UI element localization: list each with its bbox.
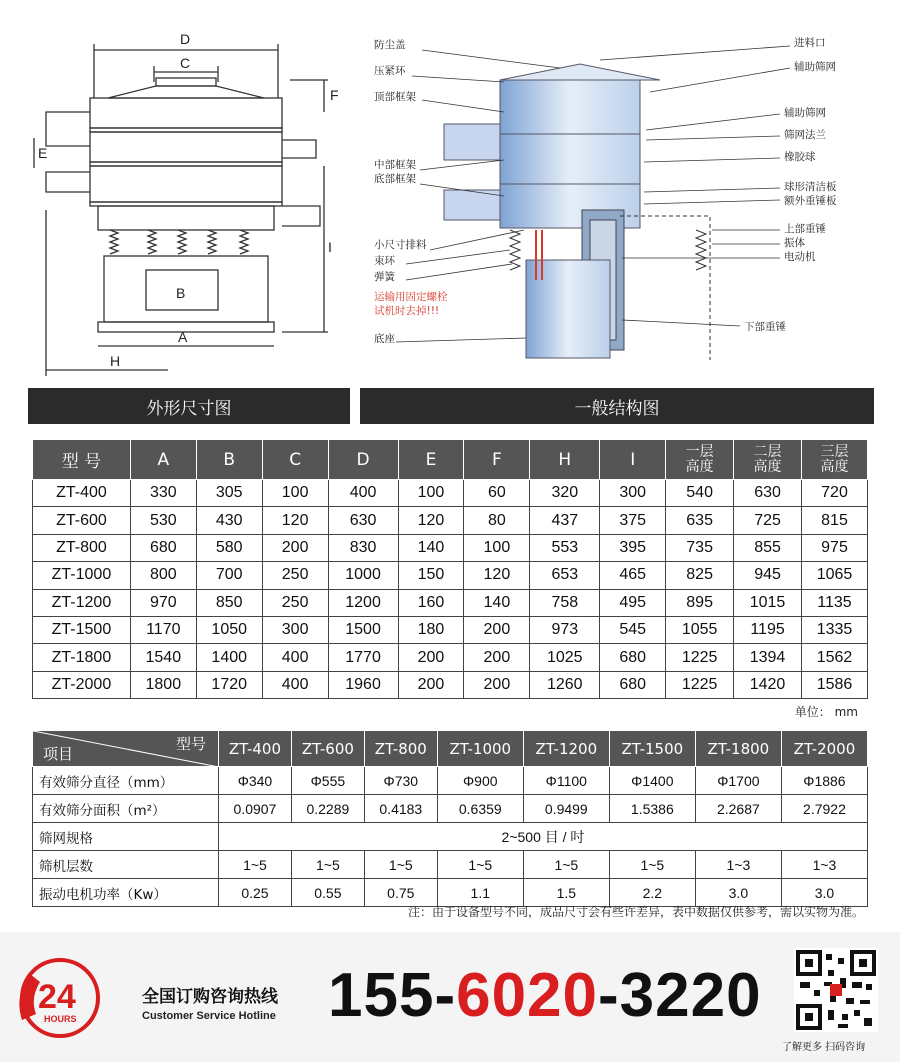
- dimension-cell: 973: [530, 616, 600, 643]
- spec-cell: Φ1886: [781, 767, 867, 795]
- dimension-cell: 720: [802, 480, 868, 507]
- dimension-cell: 400: [328, 480, 398, 507]
- dimension-header-cell: [734, 440, 802, 480]
- dimension-cell: 1400: [196, 644, 262, 671]
- header-line: 二层: [753, 443, 782, 460]
- warning-line-2: 试机时去掉!!!: [374, 305, 440, 317]
- spec-cell: 1.5: [523, 879, 609, 907]
- dimension-cell: 1000: [328, 562, 398, 589]
- dimension-header-cell: I: [600, 440, 666, 480]
- corner-model-label: 型号: [175, 735, 206, 753]
- dimension-table-body: [33, 480, 868, 699]
- dimension-cell: 1586: [802, 671, 868, 698]
- dimension-cell: 100: [262, 480, 328, 507]
- dimension-cell: 758: [530, 589, 600, 616]
- dimension-cell: 630: [734, 480, 802, 507]
- dimension-cell: 653: [530, 562, 600, 589]
- dimension-cell: 300: [600, 480, 666, 507]
- spec-cell: 0.4183: [364, 795, 437, 823]
- dimension-row: [33, 671, 868, 698]
- spec-cell: 2.2: [609, 879, 695, 907]
- spec-cell: 0.0907: [219, 795, 292, 823]
- svg-text:B: B: [176, 285, 186, 301]
- structure-drawing: [360, 20, 874, 380]
- dimension-cell: 1960: [328, 671, 398, 698]
- dimension-cell: 1015: [734, 589, 802, 616]
- unit-note: 单位： mm: [794, 705, 858, 719]
- dimension-row: [33, 480, 868, 507]
- dimension-cell: 735: [666, 534, 734, 561]
- svg-text:E: E: [38, 145, 48, 161]
- spec-corner-header: [33, 731, 219, 767]
- spec-model-header: ZT-800: [364, 731, 437, 767]
- spec-cell: 1.1: [437, 879, 523, 907]
- dimension-header-cell: F: [464, 440, 530, 480]
- dimension-cell: 1420: [734, 671, 802, 698]
- dimension-cell: 120: [262, 507, 328, 534]
- dimension-cell: 1065: [802, 562, 868, 589]
- spec-row: [33, 767, 868, 795]
- dimension-header-row: [33, 440, 868, 480]
- phone-part-3: -3220: [598, 961, 762, 1030]
- spec-cell: 0.6359: [437, 795, 523, 823]
- dimension-cell: ZT-1500: [33, 616, 131, 643]
- label-aux-screen-1: 辅助筛网: [794, 61, 836, 73]
- structure-drawing-caption: 一般结构图: [360, 388, 874, 424]
- dimension-table: [32, 439, 868, 699]
- spec-cell: 0.75: [364, 879, 437, 907]
- outline-dimension-drawing: [28, 20, 350, 380]
- hotline-subtitle: Customer Service Hotline: [142, 1010, 276, 1022]
- label-middle-frame: 中部框架: [374, 159, 416, 171]
- label-vibrating-body: 振体: [784, 237, 805, 249]
- dimension-cell: ZT-600: [33, 507, 131, 534]
- spec-model-header: ZT-2000: [781, 731, 867, 767]
- dimension-cell: 250: [262, 562, 328, 589]
- dimension-cell: 160: [398, 589, 464, 616]
- dimension-header-cell: [666, 440, 734, 480]
- spec-cell: 1~5: [364, 851, 437, 879]
- dimension-cell: 495: [600, 589, 666, 616]
- phone-number[interactable]: [328, 960, 762, 1031]
- spec-row: [33, 851, 868, 879]
- qr-code-icon[interactable]: [794, 948, 878, 1032]
- spec-cell: 1~3: [781, 851, 867, 879]
- label-small-discharge: 小尺寸排料: [374, 239, 427, 251]
- dimension-cell: 975: [802, 534, 868, 561]
- logo-hours-text: HOURS: [44, 1014, 77, 1024]
- dimension-header-cell: H: [530, 440, 600, 480]
- hotline-title: 全国订购咨询热线: [142, 987, 278, 1007]
- label-top-frame: 顶部框架: [374, 91, 416, 103]
- spec-row: [33, 795, 868, 823]
- dimension-cell: 1170: [130, 616, 196, 643]
- dimension-cell: 320: [530, 480, 600, 507]
- dimension-cell: 395: [600, 534, 666, 561]
- spec-cell: 0.55: [291, 879, 364, 907]
- spec-row-label: 筛机层数: [33, 851, 219, 879]
- dimension-cell: 430: [196, 507, 262, 534]
- header-line: 高度: [685, 458, 714, 475]
- dimension-header-cell: 型 号: [33, 440, 131, 480]
- corner-item-label: 项目: [43, 745, 74, 763]
- label-ball-plate: 球形清洁板: [784, 181, 837, 193]
- label-rubber-ball: 橡胶球: [784, 151, 816, 163]
- dimension-row: [33, 534, 868, 561]
- warning-line-1: 运输用固定螺栓: [374, 291, 448, 303]
- spec-cell: 0.2289: [291, 795, 364, 823]
- spec-cell: Φ900: [437, 767, 523, 795]
- spec-model-header: ZT-400: [219, 731, 292, 767]
- dimension-cell: 680: [130, 534, 196, 561]
- spec-header-row: [33, 731, 868, 767]
- dimension-cell: 725: [734, 507, 802, 534]
- phone-part-2: 6020: [456, 961, 599, 1030]
- dimension-cell: 800: [130, 562, 196, 589]
- dimension-cell: 140: [464, 589, 530, 616]
- svg-text:I: I: [328, 239, 332, 255]
- header-line: 高度: [753, 458, 782, 475]
- 24-hours-phone-icon: [10, 950, 106, 1046]
- dimension-cell: 200: [262, 534, 328, 561]
- dimension-cell: 330: [130, 480, 196, 507]
- dimension-row: [33, 644, 868, 671]
- dimension-cell: 1770: [328, 644, 398, 671]
- spec-cell: 3.0: [695, 879, 781, 907]
- dimension-cell: 100: [398, 480, 464, 507]
- dimension-row: [33, 589, 868, 616]
- dimension-cell: 553: [530, 534, 600, 561]
- spec-cell: 1~3: [695, 851, 781, 879]
- dimension-cell: 465: [600, 562, 666, 589]
- dimension-cell: 540: [666, 480, 734, 507]
- dimension-cell: ZT-1000: [33, 562, 131, 589]
- dimension-cell: 1562: [802, 644, 868, 671]
- dimension-cell: 825: [666, 562, 734, 589]
- dimension-cell: 1055: [666, 616, 734, 643]
- dimension-cell: 1050: [196, 616, 262, 643]
- dimension-cell: 1500: [328, 616, 398, 643]
- dimension-cell: 630: [328, 507, 398, 534]
- spec-model-header: ZT-1000: [437, 731, 523, 767]
- diagram-section: [0, 0, 900, 432]
- dimension-row: [33, 616, 868, 643]
- dimension-cell: ZT-800: [33, 534, 131, 561]
- spec-model-header: ZT-1500: [609, 731, 695, 767]
- dimension-header-cell: C: [262, 440, 328, 480]
- spec-cell: 1.5386: [609, 795, 695, 823]
- spec-row-label: 有效筛分面积（m²）: [33, 795, 219, 823]
- dimension-row: [33, 562, 868, 589]
- dimension-header-cell: [802, 440, 868, 480]
- spec-cell: 2.7922: [781, 795, 867, 823]
- header-line: 三层: [820, 443, 849, 460]
- label-clamp-ring: 压紧环: [374, 65, 406, 77]
- dimension-cell: 200: [398, 671, 464, 698]
- dimension-cell: 830: [328, 534, 398, 561]
- spec-cell: Φ730: [364, 767, 437, 795]
- dimension-cell: 1335: [802, 616, 868, 643]
- dimension-cell: 1394: [734, 644, 802, 671]
- dimension-cell: 80: [464, 507, 530, 534]
- spec-row-label: 筛网规格: [33, 823, 219, 851]
- dimension-cell: 1260: [530, 671, 600, 698]
- spec-cell: Φ1400: [609, 767, 695, 795]
- dimension-cell: 680: [600, 671, 666, 698]
- svg-text:F: F: [330, 87, 339, 103]
- dimension-cell: 305: [196, 480, 262, 507]
- label-motor: 电动机: [784, 251, 816, 263]
- spec-cell: 1~5: [609, 851, 695, 879]
- spec-row-label: 振动电机功率（Kw）: [33, 879, 219, 907]
- label-base: 底座: [374, 333, 395, 345]
- spec-cell: 2.2687: [695, 795, 781, 823]
- dimension-cell: 850: [196, 589, 262, 616]
- label-upper-weight: 上部重锤: [784, 223, 826, 235]
- dimension-cell: 60: [464, 480, 530, 507]
- dimension-cell: 1200: [328, 589, 398, 616]
- dimension-cell: ZT-2000: [33, 671, 131, 698]
- spec-cell: 0.25: [219, 879, 292, 907]
- spec-model-header: ZT-1800: [695, 731, 781, 767]
- dimension-cell: 530: [130, 507, 196, 534]
- hotline-footer: [0, 932, 900, 1062]
- dimension-cell: 100: [464, 534, 530, 561]
- spec-row: [33, 823, 868, 851]
- dimension-cell: 400: [262, 644, 328, 671]
- dimension-cell: 815: [802, 507, 868, 534]
- dimension-cell: 200: [464, 616, 530, 643]
- dimension-header-cell: E: [398, 440, 464, 480]
- dimension-cell: 1135: [802, 589, 868, 616]
- dimension-cell: 140: [398, 534, 464, 561]
- dimension-cell: 855: [734, 534, 802, 561]
- dimension-cell: 1225: [666, 644, 734, 671]
- dimension-row: [33, 507, 868, 534]
- spec-merged-cell: 2~500 目 / 吋: [219, 823, 868, 851]
- dimension-cell: 200: [464, 671, 530, 698]
- spec-cell: 1~5: [523, 851, 609, 879]
- dimension-cell: 970: [130, 589, 196, 616]
- label-lower-weight: 下部重锤: [744, 321, 786, 333]
- spec-cell: 1~5: [291, 851, 364, 879]
- dimension-cell: 545: [600, 616, 666, 643]
- qr-caption: 了解更多 扫码咨询: [782, 1042, 866, 1053]
- spec-cell: Φ555: [291, 767, 364, 795]
- spec-cell: 1~5: [437, 851, 523, 879]
- dimension-cell: 120: [464, 562, 530, 589]
- dimension-cell: 580: [196, 534, 262, 561]
- dimension-cell: 1540: [130, 644, 196, 671]
- dimension-cell: 300: [262, 616, 328, 643]
- dimension-cell: 437: [530, 507, 600, 534]
- dimension-cell: 1225: [666, 671, 734, 698]
- dimension-header-cell: D: [328, 440, 398, 480]
- header-line: 高度: [820, 458, 849, 475]
- label-extra-weight: 额外重锤板: [784, 195, 837, 207]
- svg-text:D: D: [180, 31, 191, 47]
- dimension-cell: 895: [666, 589, 734, 616]
- svg-text:H: H: [110, 353, 121, 369]
- footnote: 注：由于设备型号不同，成品尺寸会有些许差异，表中数据仅供参考，需以实物为准。: [407, 905, 864, 919]
- dimension-cell: 200: [398, 644, 464, 671]
- dimension-cell: 250: [262, 589, 328, 616]
- spec-table-body: [33, 767, 868, 907]
- svg-text:A: A: [178, 329, 188, 345]
- outline-drawing-caption: 外形尺寸图: [28, 388, 350, 424]
- dimension-header-cell: A: [130, 440, 196, 480]
- spec-model-header: ZT-600: [291, 731, 364, 767]
- dimension-cell: ZT-400: [33, 480, 131, 507]
- phone-part-1: 155-: [328, 961, 457, 1030]
- dimension-cell: 680: [600, 644, 666, 671]
- dimension-cell: 120: [398, 507, 464, 534]
- spec-cell: Φ340: [219, 767, 292, 795]
- spec-model-header: ZT-1200: [523, 731, 609, 767]
- label-band-ring: 束环: [374, 255, 395, 267]
- logo-number: 24: [38, 978, 76, 1016]
- svg-text:C: C: [180, 55, 191, 71]
- dimension-cell: 180: [398, 616, 464, 643]
- dimension-cell: 1195: [734, 616, 802, 643]
- label-bottom-frame: 底部框架: [374, 173, 416, 185]
- spec-row-label: 有效筛分直径（mm）: [33, 767, 219, 795]
- dimension-cell: 945: [734, 562, 802, 589]
- header-line: 一层: [685, 443, 714, 460]
- dimension-cell: 375: [600, 507, 666, 534]
- dimension-cell: 635: [666, 507, 734, 534]
- dimension-cell: 1800: [130, 671, 196, 698]
- dimension-cell: 400: [262, 671, 328, 698]
- spec-table: [32, 730, 868, 907]
- label-dust-cover: 防尘盖: [374, 39, 406, 51]
- dimension-cell: 150: [398, 562, 464, 589]
- spec-cell: 0.9499: [523, 795, 609, 823]
- dimension-cell: 1025: [530, 644, 600, 671]
- spec-cell: 3.0: [781, 879, 867, 907]
- dimension-cell: ZT-1800: [33, 644, 131, 671]
- dimension-cell: ZT-1200: [33, 589, 131, 616]
- label-aux-screen-2: 辅助筛网: [784, 107, 826, 119]
- dimension-header-cell: B: [196, 440, 262, 480]
- spec-cell: 1~5: [219, 851, 292, 879]
- label-screen-flange: 筛网法兰: [784, 129, 826, 141]
- spec-cell: Φ1100: [523, 767, 609, 795]
- dimension-cell: 700: [196, 562, 262, 589]
- dimension-cell: 1720: [196, 671, 262, 698]
- label-inlet: 进料口: [794, 37, 826, 49]
- label-spring: 弹簧: [374, 271, 395, 283]
- spec-cell: Φ1700: [695, 767, 781, 795]
- dimension-cell: 200: [464, 644, 530, 671]
